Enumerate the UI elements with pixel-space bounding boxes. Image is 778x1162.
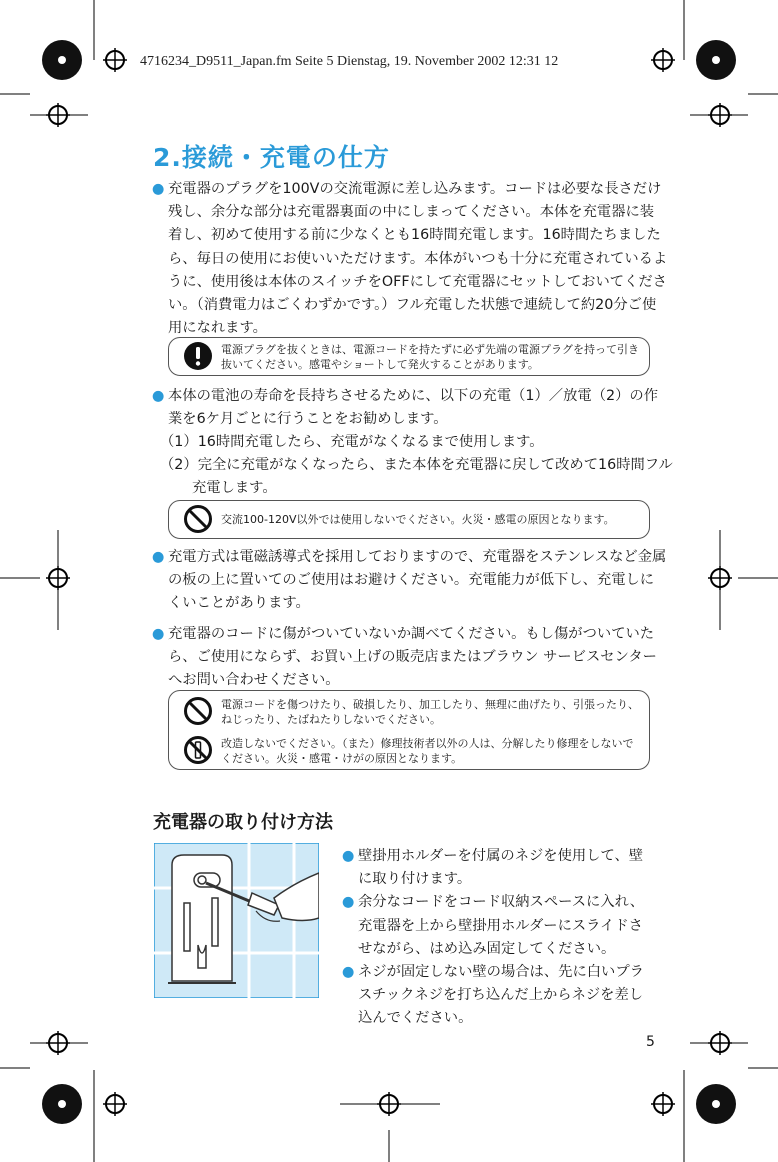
paragraph-induction-text: 充電方式は電磁誘導式を採用しておりますので、充電器をステンレスなど金属の板の上に置いてのご使用はお避けください。充電能力が低下し、充電しにくいことがあります。 — [168, 549, 667, 612]
mounting-step — [342, 961, 654, 1031]
mounting-step — [342, 891, 654, 961]
mounting-step — [342, 845, 654, 891]
step-2: （2）完全に充電がなくなったら、また本体を充電器に戻して改めて16時間フル充電します。 — [160, 457, 673, 497]
paragraph-cord-check — [152, 623, 668, 693]
wall-mount-illustration — [154, 843, 319, 998]
paragraph-battery-life-text: 本体の電池の寿命を長持ちさせるために、以下の充電（1）／放電（2）の作業を6ケ月ごとに行うことをお勧めします。 — [168, 388, 658, 428]
bullet-icon: ● — [152, 549, 165, 565]
paragraph-charging — [152, 178, 668, 340]
paragraph-cord-check-text: 充電器のコードに傷がついていないか調べてください。もし傷がついていたら、ご使用にならず、お買い上げの販売店またはブラウン サービスセンターへお問い合わせください。 — [168, 626, 657, 689]
bullet-icon: ● — [342, 894, 355, 911]
caution-note-voltage-text: 交流100-120V以外では使用しないでください。火災・感電の原因となります。 — [221, 513, 615, 526]
mounting-step-text: 壁掛用ホルダーを付属のネジを使用して、壁に取り付けます。 — [358, 848, 644, 888]
bullet-icon: ● — [152, 388, 165, 404]
exclamation-icon — [183, 341, 213, 371]
paragraph-induction — [152, 546, 668, 616]
caution-note-cord — [168, 690, 650, 770]
mounting-instructions — [342, 845, 654, 1031]
caution-note-voltage — [168, 500, 650, 539]
caution-note-plug-text: 電源プラグを抜くときは、電源コードを持たずに必ず先端の電源プラグを持って引き抜いてください。感電やショートして発火することがあります。 — [221, 343, 639, 371]
bullet-icon: ● — [152, 181, 165, 197]
caution-note-repair-text: 改造しないでください。（また）修理技術者以外の人は、分解したり修理をしないでください。火災・感電・けがの原因となります。 — [221, 737, 634, 765]
page-number: 5 — [646, 1034, 655, 1050]
mounting-section-title: 充電器の取り付け方法 — [153, 812, 333, 833]
wall-holder-illustration — [154, 843, 319, 998]
paragraph-charging-text: 充電器のプラグを100Vの交流電源に差し込みます。コードは必要な長さだけ残し、余分な部分は充電器裏面の中にしまってください。本体を充電器に装着し、初めて使用する前に少なくとも16時間充電します。16時間たちましたら、毎日の使用にお使いいただけます。本体がいつも十分に充電されているように、使用後は本体のスイッチをOFFにして充電器にセットしておいてください。（消費電力はごくわずかです。）フル充電した状態で連続して約20分ご使用になれます。 — [168, 181, 668, 337]
mounting-step-text: 余分なコードをコード収納スペースに入れ、充電器を上から壁掛用ホルダーにスライドさせながら、はめ込み固定してください。 — [358, 894, 645, 957]
page-title: 2.接続・充電の仕方 — [153, 143, 390, 172]
bullet-icon: ● — [342, 964, 355, 981]
step-1: （1）16時間充電したら、充電がなくなるまで使用します。 — [160, 434, 544, 450]
bullet-icon: ● — [152, 626, 165, 642]
bullet-icon: ● — [342, 848, 355, 864]
caution-note-plug — [168, 337, 650, 376]
prohibited-icon — [183, 504, 213, 534]
paragraph-battery-life — [152, 385, 668, 431]
file-header: 4716234_D9511_Japan.fm Seite 5 Dienstag, 19. November 2002 12:31 12 — [140, 54, 559, 69]
no-disassembly-icon — [183, 735, 213, 765]
caution-note-cord-text: 電源コードを傷つけたり、破損したり、加工したり、無理に曲げたり、引張ったり、ねじったり、たばねたりしないでください。 — [221, 698, 639, 726]
mounting-step-text: ネジが固定しない壁の場合は、先に白いプラスチックネジを打ち込んだ上からネジを差し込んでください。 — [358, 964, 644, 1027]
prohibited-icon — [183, 696, 213, 726]
